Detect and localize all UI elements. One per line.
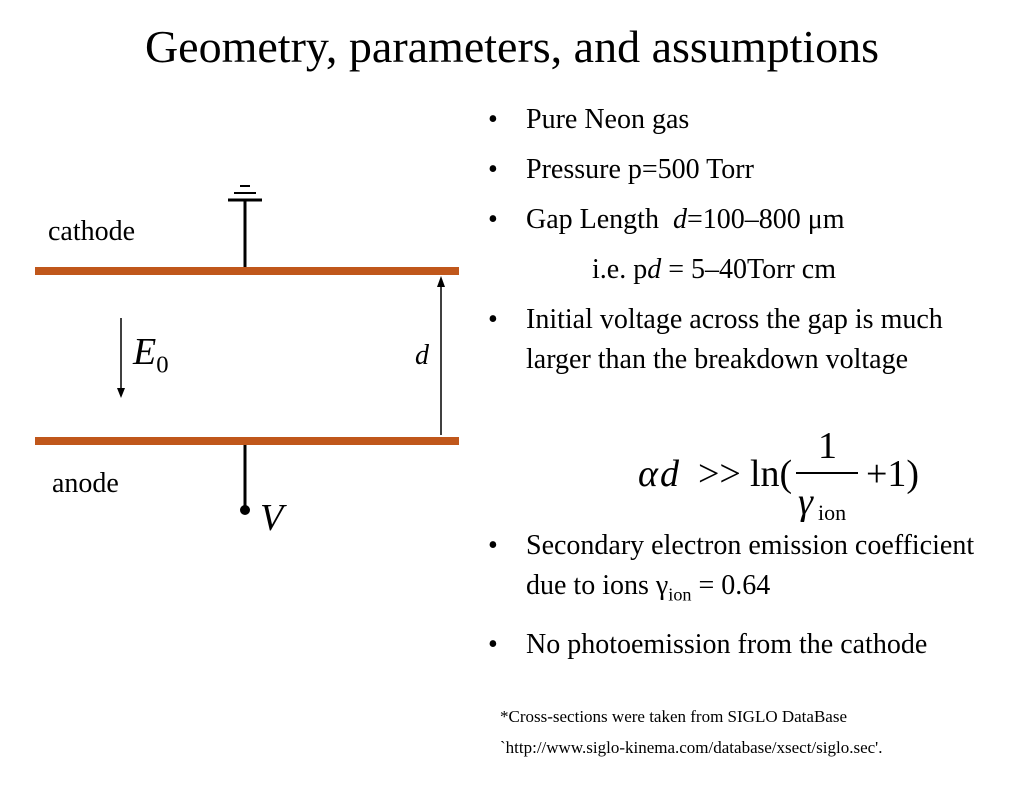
bullet-pressure: Pressure p=500 Torr [526,154,754,185]
formula-numerator: 1 [818,425,837,467]
anode-plate [35,437,459,445]
cathode-plate [35,267,459,275]
list-item: • Gap Length d=100–800 μm [488,204,845,235]
list-item: • Pressure p=500 Torr [488,154,754,185]
footnote-line-1: *Cross-sections were taken from SIGLO DataBase [500,707,847,726]
bullet-gap-value: =100–800 μm [686,204,845,235]
bullet-pd-var: d [647,254,662,285]
anode-label: anode [52,468,119,499]
formula-alpha: α [638,453,658,495]
list-item: • No photoemission from the cathode [488,628,928,660]
formula-gamma: γ [798,481,813,523]
bullet-gap-var: d [672,204,687,235]
formula-ln: ln( [750,453,793,495]
gap-label: d [415,340,429,371]
list-item [488,250,1008,290]
bullet-emission-sub: ion [668,584,692,605]
gap-arrow-head [437,276,445,287]
list-item: • Secondary electron emission coefficient due to ions $\gamma_{ion} = 0.64$ [488,530,975,605]
breakdown-formula [638,420,938,530]
formula-d: d [660,453,679,495]
field-symbol: E [133,331,157,373]
list-item: • Pure Neon gas [488,104,690,135]
field-label [133,330,169,380]
voltage-terminal [240,505,250,515]
parameter-list [488,100,1008,380]
slide-title: Geometry, parameters, and assumptions [144,21,880,72]
formula-gamma-sub: ion [818,500,847,525]
cathode-label: cathode [48,216,136,247]
bullet-pd-value: = 5–40Torr cm [661,254,837,285]
field-arrow-head [117,388,125,398]
list-item: • Initial voltage across the gap is much larger than the breakdown voltage [488,304,943,375]
formula-fraction-bar [796,472,858,474]
voltage-label: V [260,497,284,539]
bullet-gap-prefix: Gap Length [526,204,673,235]
bullet-emission-value: = 0.64 [691,570,771,601]
field-subscript: 0 [156,351,169,379]
assumption-list [488,526,1008,665]
formula-relation: >> [698,453,741,495]
bullet-photoemission: No photoemission from the cathode [526,628,928,660]
bullet-voltage: Initial voltage across the gap is much larger than the breakdown voltage [526,304,943,375]
footnote-line-2: `http://www.siglo-kinema.com/database/xsect/siglo.sec'. [500,738,883,757]
bullet-gas: Pure Neon gas [526,104,690,135]
formula-plus-one: +1) [866,453,920,495]
bullet-emission-prefix: Secondary electron emission coefficient due to ions γ [526,530,975,601]
bullet-pd-prefix: i.e. p [592,254,648,285]
